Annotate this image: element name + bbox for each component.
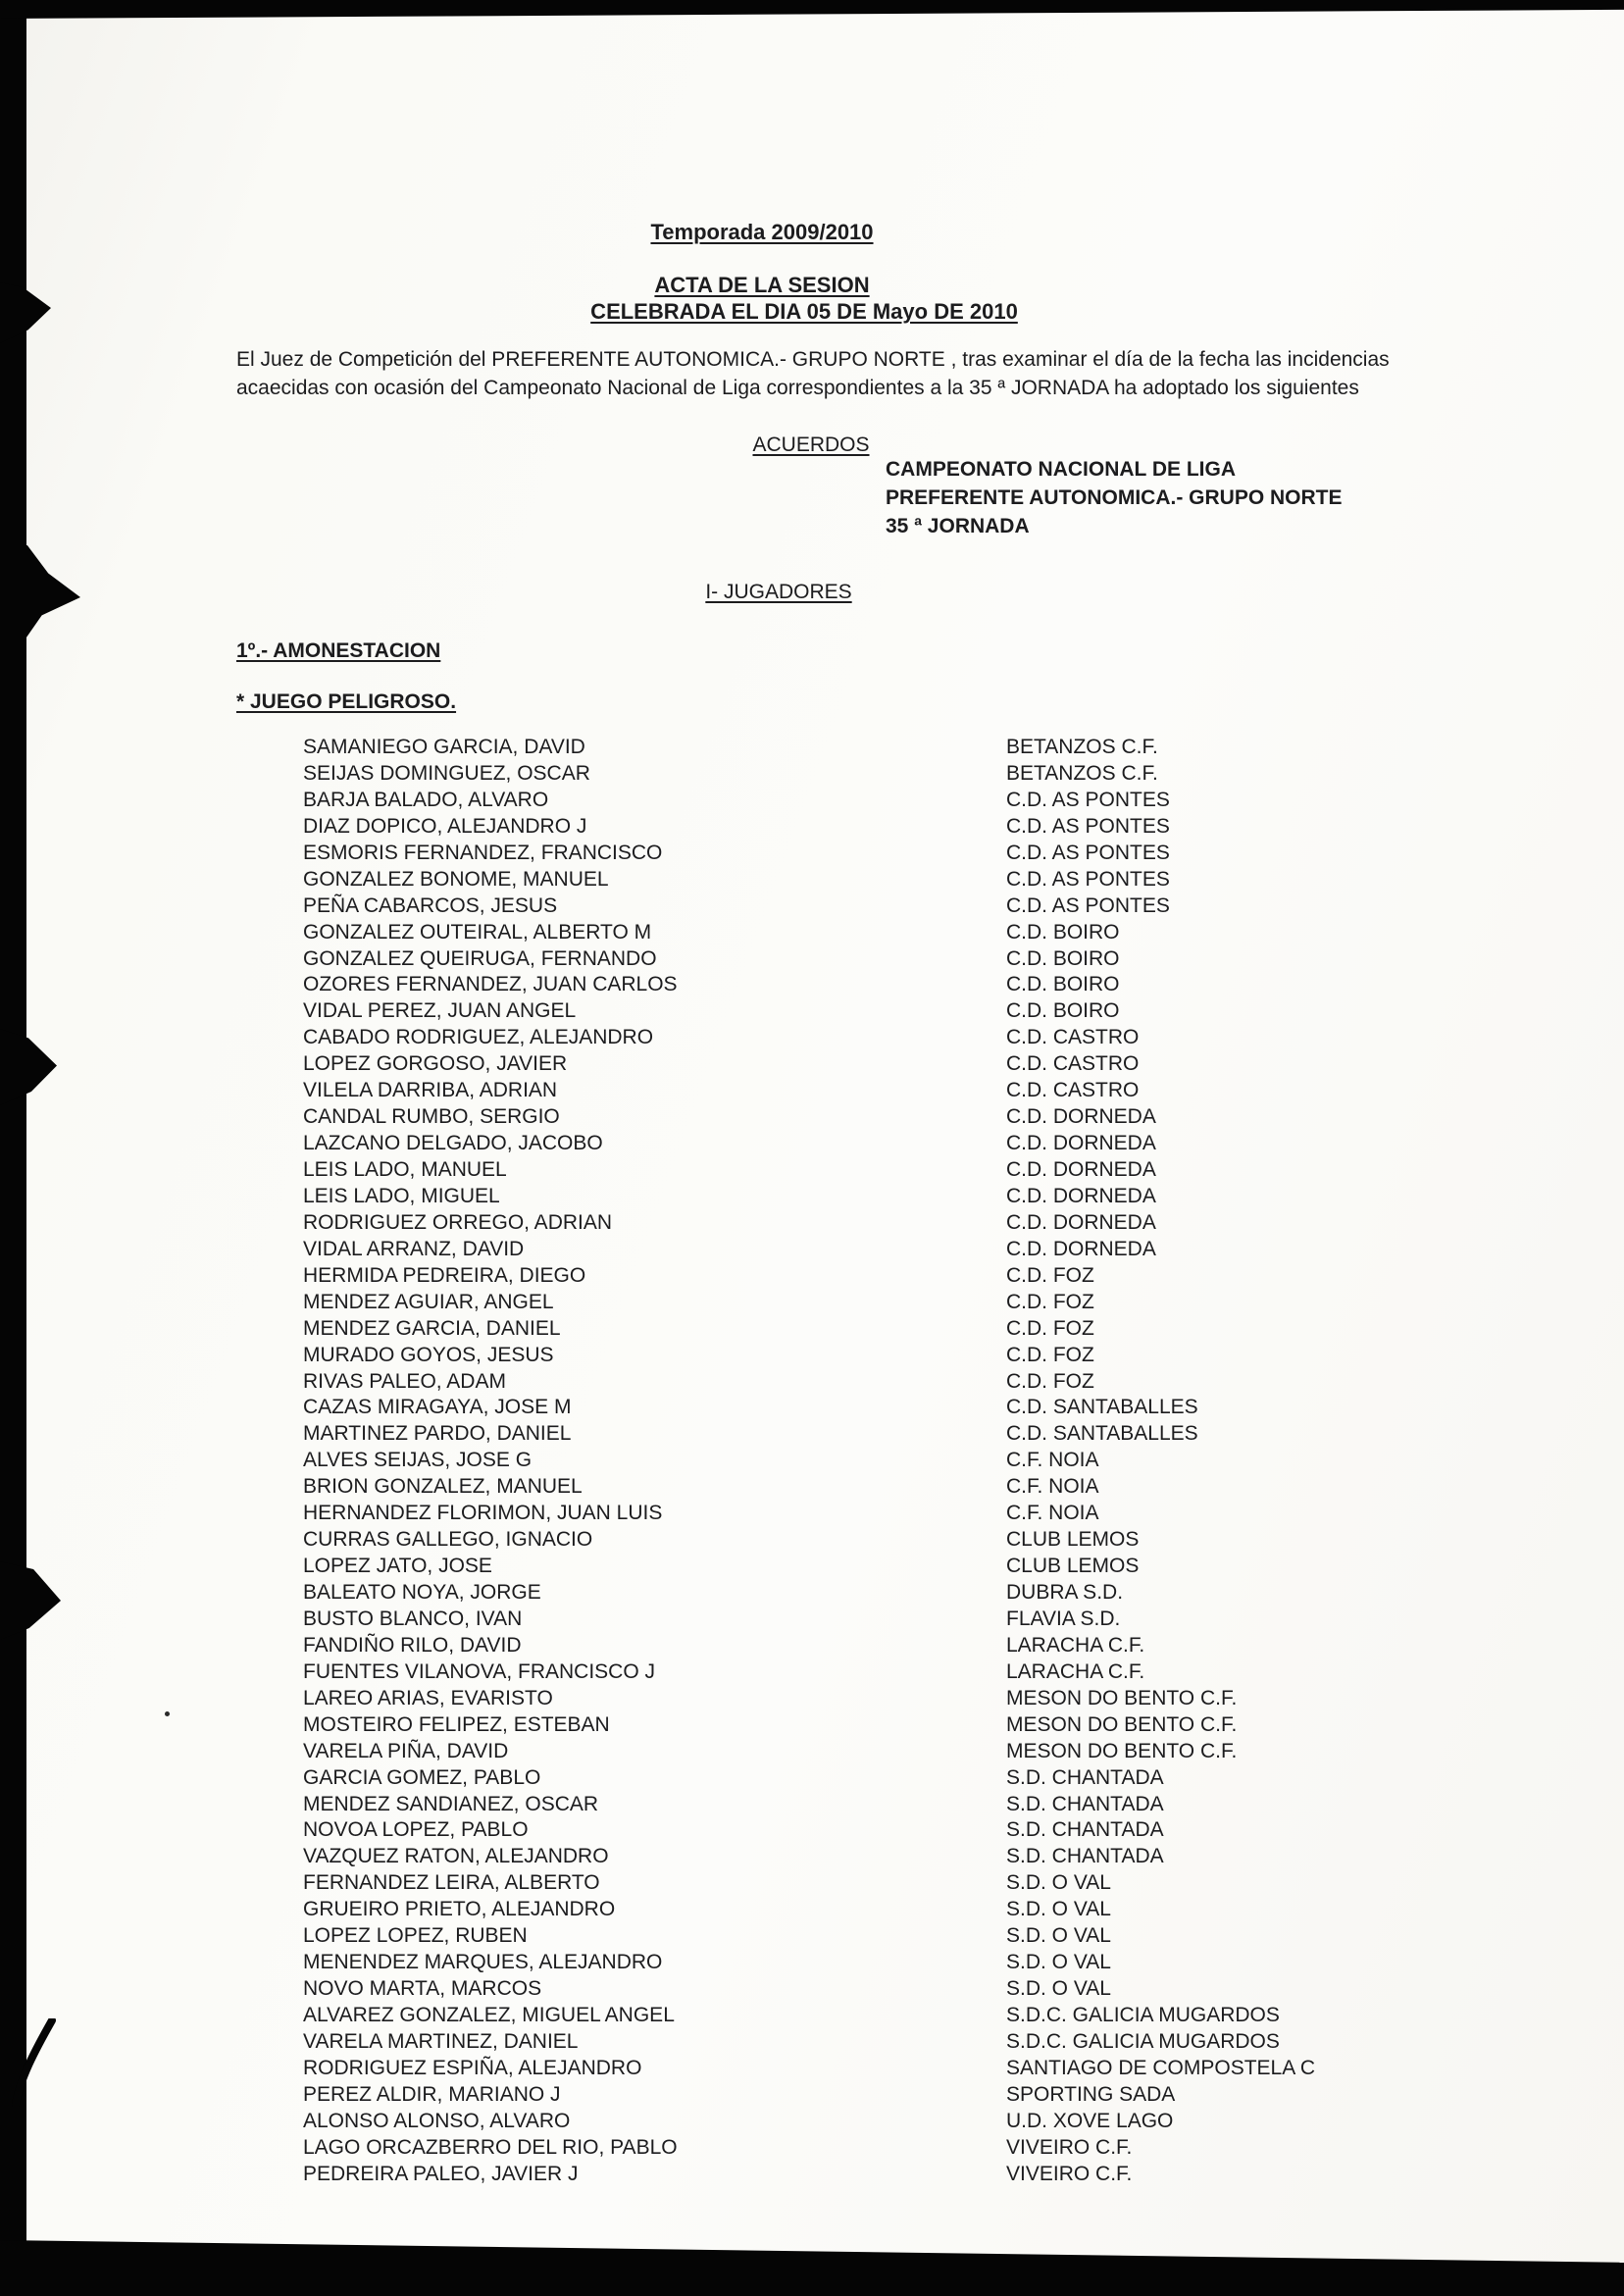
club-name: S.D. CHANTADA [1006,1792,1164,1815]
player-name: VARELA PIÑA, DAVID [303,1739,509,1762]
club-name: C.D. BOIRO [1006,973,1120,996]
intro-paragraph [236,345,1511,402]
club-name: CLUB LEMOS [1006,1555,1140,1578]
sanction-row [0,1976,1624,2003]
subsection-heading-amonestacion: 1º.- AMONESTACION [236,639,441,662]
player-name: LAGO ORCAZBERRO DEL RIO, PABLO [303,2135,678,2159]
sanction-row [0,1659,1624,1686]
sanction-row [0,1421,1624,1448]
player-name: RODRIGUEZ ORREGO, ADRIAN [303,1210,613,1234]
player-name: BRION GONZALEZ, MANUEL [303,1475,583,1499]
offense-heading-juego-peligroso: * JUEGO PELIGROSO. [236,690,457,713]
player-name: MURADO GOYOS, JESUS [303,1343,554,1366]
sanction-row [0,946,1624,973]
player-name: SEIJAS DOMINGUEZ, OSCAR [303,761,590,785]
club-name: S.D. O VAL [1006,1951,1111,1974]
sanction-row [0,1448,1624,1474]
club-name: U.D. XOVE LAGO [1006,2109,1174,2132]
player-name: RODRIGUEZ ESPIÑA, ALEJANDRO [303,2056,642,2079]
player-name: RIVAS PALEO, ADAM [303,1369,506,1393]
sanction-row [0,1765,1624,1792]
player-name: GARCIA GOMEZ, PABLO [303,1765,541,1789]
club-name: C.D. FOZ [1006,1316,1094,1340]
player-name: ALVAREZ GONZALEZ, MIGUEL ANGEL [303,2004,675,2026]
club-name: C.D. AS PONTES [1006,867,1170,891]
player-name: HERMIDA PEDREIRA, DIEGO [303,1263,586,1287]
sanction-row [0,2056,1624,2082]
club-name: BETANZOS C.F. [1006,736,1158,758]
player-name: BARJA BALADO, ALVARO [303,788,549,811]
player-name: ALVES SEIJAS, JOSE G [303,1449,533,1472]
competition-line-1: CAMPEONATO NACIONAL DE LIGA [886,458,1237,481]
club-name: VIVEIRO C.F. [1006,2162,1133,2185]
sanction-row [0,1950,1624,1976]
club-name: C.D. BOIRO [1006,946,1120,970]
sanction-row [0,1712,1624,1739]
sanction-row [0,761,1624,788]
player-name: CURRAS GALLEGO, IGNACIO [303,1528,593,1552]
club-name: C.D. DORNEDA [1006,1237,1156,1260]
club-name: C.D. DORNEDA [1006,1158,1156,1181]
player-name: LEIS LADO, MANUEL [303,1158,507,1181]
club-name: S.D. O VAL [1006,1871,1111,1895]
sanction-row [0,1290,1624,1316]
competition-block [886,455,1343,540]
club-name: SANTIAGO DE COMPOSTELA C [1006,2056,1316,2079]
player-name: VAZQUEZ RATON, ALEJANDRO [303,1845,609,1868]
player-name: OZORES FERNANDEZ, JUAN CARLOS [303,973,678,996]
club-name: MESON DO BENTO C.F. [1006,1739,1238,1762]
club-name: C.D. DORNEDA [1006,1210,1156,1234]
sanction-row [0,1686,1624,1712]
sanction-row [0,998,1624,1025]
player-name: LOPEZ GORGOSO, JAVIER [303,1052,568,1076]
competition-line-3: 35 ª JORNADA [886,515,1030,537]
agreements-heading: ACUERDOS [752,434,870,456]
club-name: C.F. NOIA [1006,1449,1099,1472]
club-name: C.D. CASTRO [1006,1026,1140,1049]
player-name: GRUEIRO PRIETO, ALEJANDRO [303,1898,616,1921]
sanction-row [0,735,1624,761]
player-name: FANDIÑO RILO, DAVID [303,1633,522,1657]
club-name: S.D. O VAL [1006,1977,1111,2001]
player-name: MENDEZ GARCIA, DANIEL [303,1316,561,1340]
club-name: C.D. FOZ [1006,1343,1094,1366]
club-name: S.D. CHANTADA [1006,1818,1164,1842]
club-name: C.D. BOIRO [1006,999,1120,1023]
club-name: C.D. SANTABALLES [1006,1396,1198,1419]
section-heading-jugadores: I- JUGADORES [705,581,852,603]
sanction-row [0,1817,1624,1844]
sanction-row [0,1210,1624,1237]
sanction-row [0,788,1624,814]
player-name: MARTINEZ PARDO, DANIEL [303,1422,572,1446]
player-name: LOPEZ JATO, JOSE [303,1555,492,1578]
club-name: S.D. CHANTADA [1006,1765,1164,1789]
sanction-row [0,2082,1624,2109]
sanction-row [0,2162,1624,2188]
player-name: HERNANDEZ FLORIMON, JUAN LUIS [303,1502,663,1525]
competition-line-2: PREFERENTE AUTONOMICA.- GRUPO NORTE [886,486,1343,509]
player-name: GONZALEZ OUTEIRAL, ALBERTO M [303,920,652,944]
player-name: ALONSO ALONSO, ALVARO [303,2109,571,2132]
player-name: MOSTEIRO FELIPEZ, ESTEBAN [303,1712,610,1736]
player-name: FERNANDEZ LEIRA, ALBERTO [303,1871,600,1895]
club-name: C.D. DORNEDA [1006,1132,1156,1155]
player-name: GONZALEZ BONOME, MANUEL [303,867,609,891]
pen-stroke-mark [10,2018,57,2112]
club-name: MESON DO BENTO C.F. [1006,1686,1238,1709]
player-name: LAZCANO DELGADO, JACOBO [303,1132,603,1155]
club-name: SPORTING SADA [1006,2082,1176,2106]
sanction-row [0,1237,1624,1263]
club-name: C.D. CASTRO [1006,1052,1140,1076]
club-name: LARACHA C.F. [1006,1633,1145,1657]
sanction-row [0,1343,1624,1369]
session-title-line2: CELEBRADA EL DIA 05 DE Mayo DE 2010 [590,299,1018,324]
club-name: C.D. DORNEDA [1006,1105,1156,1129]
club-name: C.D. SANTABALLES [1006,1422,1198,1446]
intro-line-2: acaecidas con ocasión del Campeonato Nacional de Liga correspondientes a la 35 ª JORNADA ha adoptado los siguientes [236,377,1359,399]
sanction-row [0,1870,1624,1897]
player-name: MENENDEZ MARQUES, ALEJANDRO [303,1951,663,1974]
club-name: S.D. CHANTADA [1006,1845,1164,1868]
club-name: S.D.C. GALICIA MUGARDOS [1006,2029,1280,2053]
club-name: C.D. AS PONTES [1006,893,1170,917]
sanction-row [0,893,1624,920]
sanction-row [0,1104,1624,1131]
sanction-row [0,1897,1624,1923]
sanctions-list [0,735,1624,2188]
sanction-row [0,1554,1624,1580]
sanction-row [0,814,1624,841]
player-name: CABADO RODRIGUEZ, ALEJANDRO [303,1026,654,1049]
club-name: C.D. FOZ [1006,1290,1094,1313]
player-name: LEIS LADO, MIGUEL [303,1184,500,1207]
player-name: PEÑA CABARCOS, JESUS [303,893,558,917]
player-name: FUENTES VILANOVA, FRANCISCO J [303,1659,655,1683]
player-name: PEDREIRA PALEO, JAVIER J [303,2162,579,2185]
sanction-row [0,1395,1624,1421]
sanction-row [0,1580,1624,1607]
club-name: C.D. CASTRO [1006,1079,1140,1102]
sanction-row [0,1501,1624,1527]
club-name: C.F. NOIA [1006,1475,1099,1499]
sanction-row [0,1369,1624,1396]
player-name: SAMANIEGO GARCIA, DAVID [303,736,585,758]
sanction-row [0,1263,1624,1290]
sanction-row [0,867,1624,893]
club-name: C.D. FOZ [1006,1263,1094,1287]
player-name: CANDAL RUMBO, SERGIO [303,1105,560,1129]
club-name: FLAVIA S.D. [1006,1607,1121,1630]
sanction-row [0,1184,1624,1210]
scan-edge-left [0,0,26,2296]
club-name: C.D. DORNEDA [1006,1184,1156,1207]
sanction-row [0,1527,1624,1554]
player-name: VARELA MARTINEZ, DANIEL [303,2029,579,2053]
club-name: C.D. AS PONTES [1006,841,1170,864]
intro-line-1: El Juez de Competición del PREFERENTE AUTONOMICA.- GRUPO NORTE , tras examinar el día de la fecha las incidencias [236,348,1390,371]
club-name: MESON DO BENTO C.F. [1006,1712,1238,1736]
club-name: S.D.C. GALICIA MUGARDOS [1006,2004,1280,2026]
sanction-row [0,1316,1624,1343]
sanction-row [0,1157,1624,1184]
player-name: DIAZ DOPICO, ALEJANDRO J [303,814,587,838]
player-name: CAZAS MIRAGAYA, JOSE M [303,1396,572,1419]
club-name: S.D. O VAL [1006,1924,1111,1948]
player-name: PEREZ ALDIR, MARIANO J [303,2082,561,2106]
sanction-row [0,920,1624,946]
player-name: BUSTO BLANCO, IVAN [303,1607,523,1630]
club-name: C.F. NOIA [1006,1502,1099,1525]
player-name: LOPEZ LOPEZ, RUBEN [303,1924,528,1948]
player-name: BALEATO NOYA, JORGE [303,1581,541,1604]
player-name: NOVOA LOPEZ, PABLO [303,1818,529,1842]
player-name: VIDAL PEREZ, JUAN ANGEL [303,999,577,1023]
club-name: BETANZOS C.F. [1006,761,1158,785]
club-name: VIVEIRO C.F. [1006,2135,1133,2159]
club-name: CLUB LEMOS [1006,1528,1140,1552]
sanction-row [0,1131,1624,1157]
sanction-row [0,1792,1624,1818]
season-title: Temporada 2009/2010 [650,220,874,244]
club-name: DUBRA S.D. [1006,1581,1124,1604]
club-name: S.D. O VAL [1006,1898,1111,1921]
scan-speck [165,1711,170,1716]
player-name: LAREO ARIAS, EVARISTO [303,1686,553,1709]
player-name: ESMORIS FERNANDEZ, FRANCISCO [303,841,663,864]
club-name: C.D. AS PONTES [1006,788,1170,811]
club-name: C.D. FOZ [1006,1369,1094,1393]
sanction-row [0,1051,1624,1078]
sanction-row [0,1474,1624,1501]
sanction-row [0,2109,1624,2135]
sanction-row [0,972,1624,998]
sanction-row [0,841,1624,867]
sanction-row [0,1607,1624,1633]
sanction-row [0,1025,1624,1051]
player-name: NOVO MARTA, MARCOS [303,1977,542,2001]
sanction-row [0,1078,1624,1104]
sanction-row [0,2029,1624,2056]
player-name: MENDEZ AGUIAR, ANGEL [303,1290,554,1313]
sanction-row [0,2003,1624,2029]
sanction-row [0,2135,1624,2162]
player-name: MENDEZ SANDIANEZ, OSCAR [303,1792,599,1815]
pen-stroke-icon [10,2018,57,2107]
club-name: C.D. AS PONTES [1006,814,1170,838]
player-name: VILELA DARRIBA, ADRIAN [303,1079,558,1102]
sanction-row [0,1923,1624,1950]
sanction-row [0,1844,1624,1870]
club-name: C.D. BOIRO [1006,920,1120,944]
club-name: LARACHA C.F. [1006,1659,1145,1683]
sanction-row [0,1739,1624,1765]
session-title-line1: ACTA DE LA SESION [654,273,870,297]
player-name: GONZALEZ QUEIRUGA, FERNANDO [303,946,657,970]
sanction-row [0,1633,1624,1659]
player-name: VIDAL ARRANZ, DAVID [303,1237,525,1260]
